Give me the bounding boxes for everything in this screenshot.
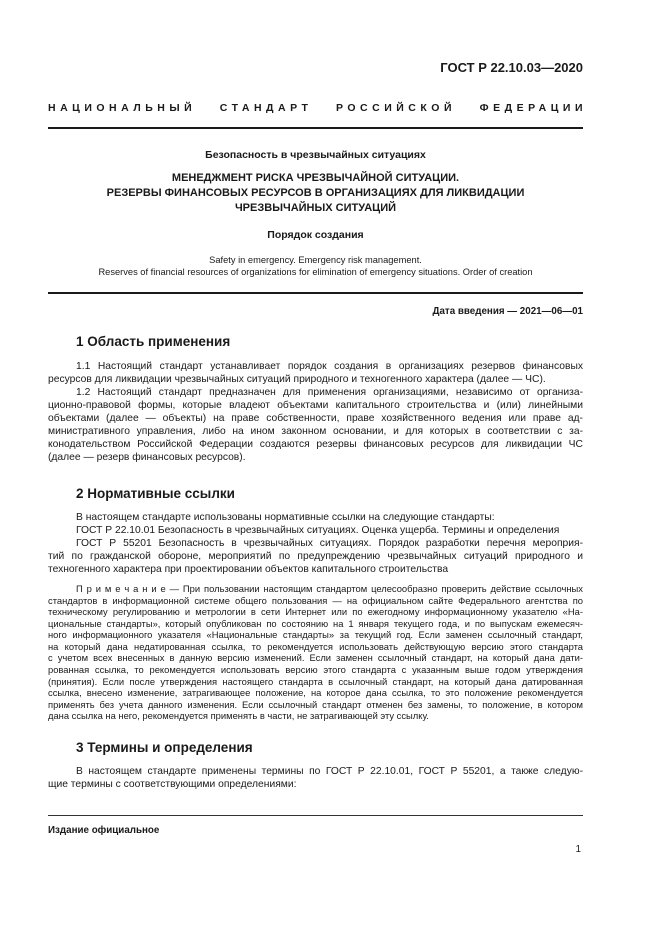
paragraph-line: В настоящем стандарте использованы нормативные ссылки на следующие стандарты: <box>76 511 495 523</box>
effective-date: Дата введения — 2021—06—01 <box>432 305 583 317</box>
title-rule <box>48 292 583 294</box>
document-title <box>48 171 583 216</box>
section-heading: 2 Нормативные ссылки <box>76 485 235 501</box>
subject-line: Безопасность в чрезвычайных ситуациях <box>205 149 426 161</box>
paragraph-line: щие термины с соответствующими определениями: <box>48 778 297 790</box>
paragraph-line: министративного управления, либо на ином законном основании, и для которых в соответствии с за- <box>48 425 583 437</box>
reference-item <box>48 524 583 537</box>
paragraph-1-2 <box>48 386 583 464</box>
section-body <box>48 765 583 791</box>
paragraph-line: объектами (далее — объекты) на праве собственности, праве хозяйственного ведения или праве ад- <box>48 412 583 424</box>
note-line: стандартов в информационной системе общего пользования — на официальном сайте Федерального агентства по <box>48 594 583 606</box>
standard-type-banner: НАЦИОНАЛЬНЫЙ СТАНДАРТ РОССИЙСКОЙ ФЕДЕРАЦИИ <box>48 102 587 114</box>
note-line: ссылка, внесено изменение, затрагивающее положение, на которое дана ссылка, то это положение рекомендуется <box>48 687 583 699</box>
section-body <box>48 511 583 576</box>
paragraph-line: 1.1 Настоящий стандарт устанавливает порядок создания в организациях резервов финансовых <box>76 360 583 372</box>
paragraph-line: В настоящем стандарте применены термины по ГОСТ Р 22.10.01, ГОСТ Р 55201, а также следую- <box>76 765 583 777</box>
section-body <box>48 360 583 464</box>
paragraph-line: (далее — резерв финансовых ресурсов). <box>48 451 246 463</box>
document-subtitle: Порядок создания <box>267 229 364 241</box>
edition-label: Издание официальное <box>48 825 160 836</box>
footer-rule <box>48 815 583 816</box>
paragraph-line: тий по гражданской обороне, мероприятий по предупреждению чрезвычайных ситуаций природного и <box>48 550 583 562</box>
note-line: на который дана недатированная ссылка, то рекомендуется использовать действующую версию этого стандарта <box>48 640 583 652</box>
paragraph-intro <box>48 511 583 524</box>
note-line: рованная ссылка, то рекомендуется использовать версию этого стандарта с указанным выше годом утверждения <box>48 664 583 676</box>
document-code: ГОСТ Р 22.10.03—2020 <box>440 60 583 75</box>
title-line: РЕЗЕРВЫ ФИНАНСОВЫХ РЕСУРСОВ В ОРГАНИЗАЦИЯХ ДЛЯ ЛИКВИДАЦИИ <box>106 186 525 199</box>
english-title-line: Safety in emergency. Emergency risk management. <box>209 255 422 265</box>
paragraph-line: ресурсов для ликвидации чрезвычайных ситуаций природного и техногенного характера (далее — ЧС). <box>48 373 546 385</box>
note-line: циональные стандарты», который опубликован по состоянию на 1 января текущего года, и по выпускам ежемесяч- <box>48 617 583 629</box>
paragraph-line: ГОСТ Р 55201 Безопасность в чрезвычайных ситуациях. Порядок разработки перечня мероприя- <box>76 537 583 549</box>
paragraph-line: конодательством Российской Федерации создаются резервы финансовых ресурсов для ликвидации ЧС <box>48 438 583 450</box>
paragraph-line: техногенного характера при проектировании объектов капитального строительства <box>48 563 449 575</box>
english-title-line: Reserves of financial resources of organizations for elimination of emergency situations. Order of creation <box>98 267 533 277</box>
section-heading: 1 Область применения <box>76 333 231 349</box>
paragraph-1-1 <box>48 360 583 386</box>
note-label: П р и м е ч а н и е <box>76 583 166 595</box>
note-line: применять без учета данного изменения. Если ссылочный стандарт отменен без замены, то положение, в котором <box>48 698 583 710</box>
page-number: 1 <box>575 844 581 855</box>
note-line: (принятия). Если после утверждения настоящего стандарта в ссылочный стандарт, на который дана датированная <box>48 675 583 687</box>
note-line: ного информационного указателя «Национальные стандарты» за текущий год. Если заменен ссылочный стандарт, <box>48 629 583 641</box>
title-line: МЕНЕДЖМЕНТ РИСКА ЧРЕЗВЫЧАЙНОЙ СИТУАЦИИ. <box>171 171 460 184</box>
note-line: с учетом всех внесенных в данную версию изменений. Если заменен ссылочный стандарт, на который дана дати- <box>48 652 583 664</box>
note-text: — При пользовании настоящим стандартом целесообразно проверить действие ссылочных <box>169 583 583 595</box>
section-heading: 3 Термины и определения <box>76 739 253 755</box>
paragraph-3-intro <box>48 765 583 791</box>
note-line: техническому регулированию и метрологии в сети Интернет или по ежегодному информационному указателю «На- <box>48 606 583 618</box>
note <box>48 583 583 722</box>
note-line <box>48 583 583 595</box>
paragraph-line: ГОСТ Р 22.10.01 Безопасность в чрезвычайных ситуациях. Оценка ущерба. Термины и определения <box>76 524 560 536</box>
title-line: ЧРЕЗВЫЧАЙНЫХ СИТУАЦИЙ <box>234 201 397 214</box>
reference-item <box>48 537 583 576</box>
paragraph-line: ционно-правовой формы, которые владеют объектами капитального строительства и (или) линейными <box>48 399 583 411</box>
header-rule <box>48 127 583 129</box>
note-line: дана ссылка на него, рекомендуется применять в части, не затрагивающей эту ссылку. <box>48 710 429 722</box>
paragraph-line: 1.2 Настоящий стандарт предназначен для применения организациями, независимо от организа- <box>76 386 583 398</box>
english-title <box>48 254 583 278</box>
